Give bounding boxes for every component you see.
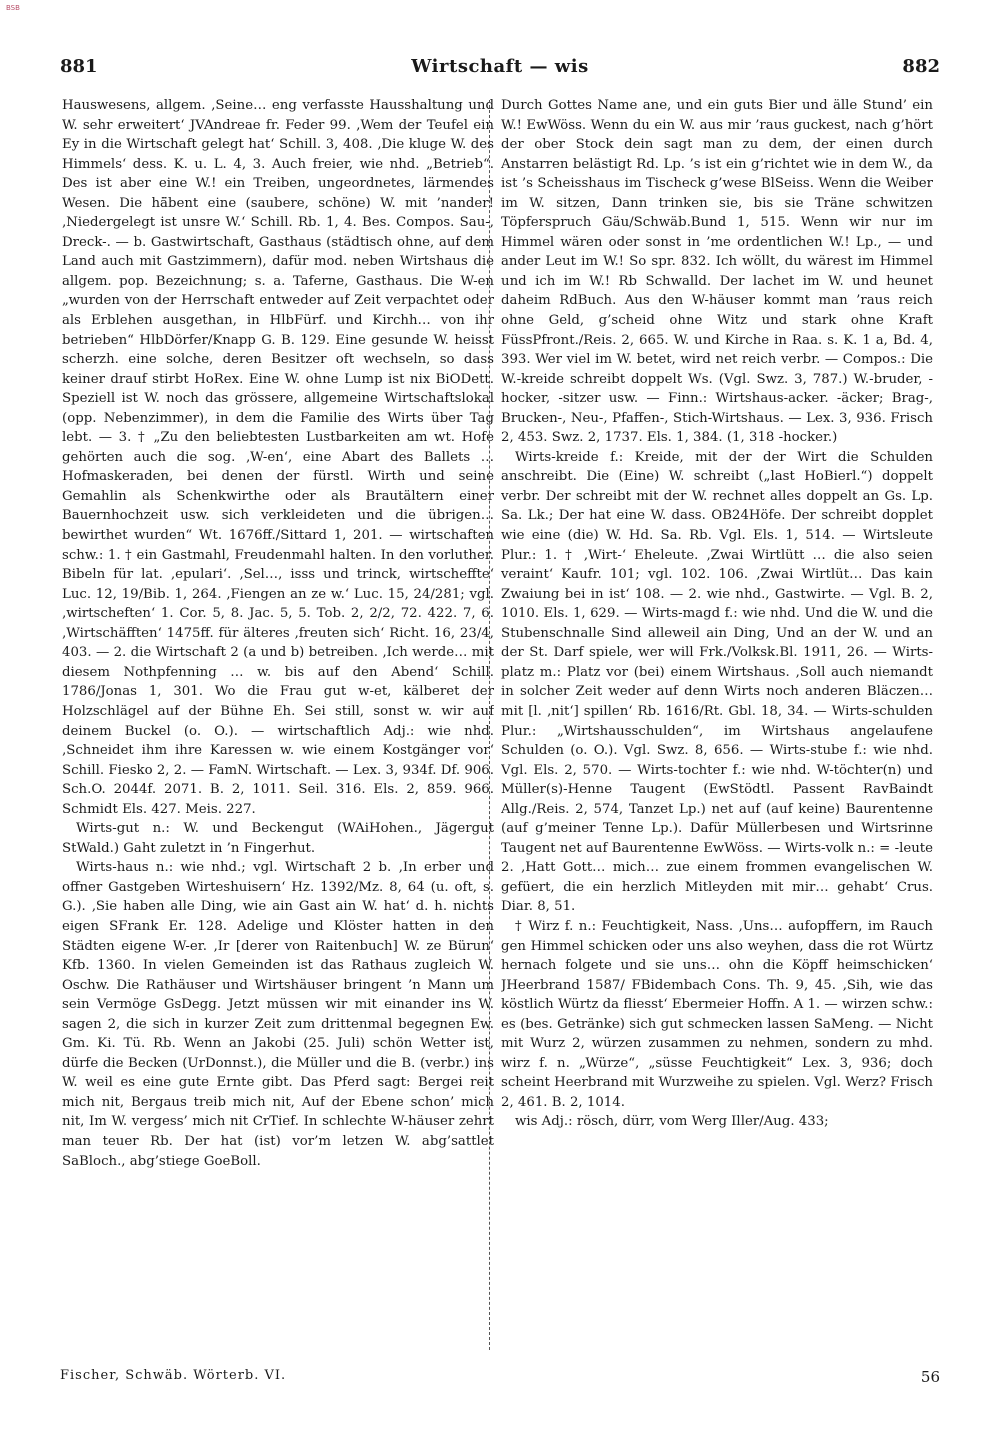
page-footer [60,1368,940,1388]
left-column [62,96,494,1351]
entry-wirts-kreide: Wirts-kreide f.: Kreide, mit der der Wirt die Schulden anschreibt. Die (Eine) W. schreibt („last HoBierl.“) doppelt verbr. Der schreibt mit der W. rechnet alles doppelt an Gs. Lp. Sa. Lk.; Der hat eine W. dass. OB24Höfe. Der schreibt dopplet wie eine (die) W. Hd. Sa. Rb. Vgl. Els. 1, 514. — Wirtsleute Plur.: 1. † ‚Wirt-‘ Eheleute. ‚Zwai Wirtlütt … die also seien veraint‘ Kaufr. 101; vgl. 102. 106. ‚Zwai Wirtlüt… Das kain Zwaiung bei in ist‘ 108. — 2. wie nhd., Gastwirte. — Vgl. B. 2, 1010. Els. 1, 629. — Wirts-magd f.: wie nhd. Und die W. und die Stubenschnalle Sind alleweil ain Ding, Und an der W. und an der St. Darf spiele, wer will Frk./Volksk.Bl. 1911, 26. — Wirts-platz m.: Platz vor (bei) einem Wirtshaus. ‚Soll auch niemandt in solcher Zeit weder auf denn Wirts noch anderen Bläczen… mit [l. ‚nit‘] spillen‘ Rb. 1616/Rt. Gbl. 18, 34. — Wirts-schulden Plur.: „Wirtshausschulden“, im Wirtshaus angelaufene Schulden (o. O.). Vgl. Swz. 8, 656. — Wirts-stube f.: wie nhd. Vgl. Els. 2, 570. — Wirts-tochter f.: wie nhd. W-töchter(n) und Müller(s)-Henne Taugent (EwStödtl. Passent RavBaindt Allg./Reis. 2, 574, Tanzet Lp.) net auf (auf keine) Baurentenne (auf g’meiner Tenne Lp.). Dafür Müllerbesen und Wirtsrinne Taugent net auf Baurentenne EwWöss. — Wirts-volk n.: = -leute 2. ‚Hatt Gott… mich… zue einem frommen evangelischen W. gefüert, die ein herzlich Mitleyden mit mir… gehabt‘ Crus. Diar. 8, 51. [501,449,933,915]
running-title: Wirtschaft — wis [411,56,589,77]
sheet-number: 56 [920,1368,940,1386]
left-paragraph: Hauswesens, allgem. ‚Seine… eng verfasste Hausshaltung und W. sehr erweitert‘ JVAndreae fr. Feder 99. ‚Wem der Teufel ein Ey in die Wirtschaft gelegt hat‘ Schill. 3, 408. ‚Die kluge W. des Himmels‘ dess. K. u. L. 4, 3. Auch freier, wie nhd. „Betrieb“. Des ist aber eine W.! ein Treiben, ungeordnetes, lärmendes Wesen. Die hä̈bent eine (saubere, schöne) W. mit ’nander! ‚Niedergelegt ist unsre W.‘ Schill. Rb. 1, 4. Bes. Compos. Sau-, Dreck-. — b. Gastwirtschaft, Gasthaus (städtisch ohne, auf dem Land auch mit Gastzimmern), dafür mod. neben Wirtshaus die allgem. pop. Bezeichnung; s. a. Taferne, Gasthaus. Die W-en „wurden von der Herrschaft entweder auf Zeit verpachtet oder als Erblehen ausgethan, in HlbFürf. und Kirchh… von ihr betrieben“ HlbDörfer/Knapp G. B. 129. Eine gesunde W. heisst scherzh. eine solche, deren Besitzer oft wechseln, so dass keiner drauf stirbt HoRex. Eine W. ohne Lump ist nix BiODett. Speziell ist W. noch das grössere, allgemeine Wirtschaftslokal (opp. Nebenzimmer), in dem die Familie des Wirts über Tag lebt. — 3. † „Zu den beliebtesten Lustbarkeiten am wt. Hofe gehörten auch die sog. ‚W-en‘, eine Abart des Ballets … Hofmaskeraden, bei denen der fürstl. Wirth und seine Gemahlin als Schenkwirthe oder als Brautältern einer Bauernhochzeit usw. sich verkleideten und die übrigen… bewirthet wurden“ Wt. 1676ff./Sittard 1, 201. — wirtschaften schw.: 1. † ein Gastmahl, Freudenmahl halten. In den vorluther. Bibeln für lat. ‚epulari‘. ‚Sel…, isss und trinck, wirtscheffte‘ Luc. 12, 19/Bib. 1, 264. ‚Fiengen an ze w.‘ Luc. 15, 24/281; vgl. ‚wirtscheften‘ 1. Cor. 5, 8. Jac. 5, 5. Tob. 2, 2/2, 72. 422. 7, 6. ‚Wirtschäfften‘ 1475ff. für älteres ‚freuten sich‘ Richt. 16, 23/4, 403. — 2. die Wirtschaft 2 (a und b) betreiben. ‚Ich werde… mit diesem Nothpfenning … w. bis auf den Abend‘ Schill. 1786/Jonas 1, 301. Wo die Frau gut w-et, kälberet der Holzschlägel auf der Bühne Eh. Sei still, sonst w. wir auf deinem Buckel (o. O.). — wirtschaftlich Adj.: wie nhd. ‚Schneidet ihm ihre Karessen w. wie einem Kostgänger vor‘ Schill. Fiesko 2, 2. — FamN. Wirtschaft. — Lex. 3, 934f. Df. 906. Sch.O. 2044f. 2071. B. 2, 1011. Seil. 316. Els. 2, 859. 966. Schmidt Els. 427. Meis. 227. [62,98,494,817]
page-number-left: 881 [60,56,98,77]
page-number-right: 882 [902,56,940,77]
right-column [501,96,933,1351]
entry-wirts-haus: Wirts-haus n.: wie nhd.; vgl. Wirtschaft 2 b. ‚In erber und offner Gastgeben Wirteshuisern‘ Hz. 1392/Mz. 8, 64 (u. oft, s. G.). ‚Sie haben alle Ding, wie ain Gast ain W. hat‘ d. h. nichts eigen SFrank Er. 128. Adelige und Klöster hatten in den Städten eigene W-er. ‚Ir [derer von Raitenbuch] W. ze Bürun‘ Kfb. 1360. In vielen Gemeinden ist das Rathaus zugleich W. Oschw. Die Rathäuser und Wirtshäuser bringent ’n Mann um sein Vermöge GsDegg. Jetzt müssen wir mit einander ins W. sagen 2, die sich in kurzer Zeit zum drittenmal begegnen Ew. Gm. Ki. Tü. Rb. Wenn an Jakobi (25. Juli) schön Wetter ist, dürfe die Becken (UrDonnst.), die Müller und die B. (verbr.) ins W. weil es eine gute Ernte gibt. Das Pferd sagt: Bergei reit mich nit, Bergaus treib mich nit, Auf der Ebene schon’ mich nit, Im W. vergess’ mich nit CrTief. In schlechte W-häuser zehrt man teuer Rb. Der hat (ist) vor’m letzen W. abg’sattlet SaBloch., abg’stiege GoeBoll. [62,860,494,1169]
page-header [60,56,940,80]
column-divider [489,100,490,1350]
entry-wirts-gut: Wirts-gut n.: W. und Beckengut (WAiHohen., Jägergut StWald.) Gaht zuletzt in ’n Fingerhut. [62,821,494,856]
entry-wis: wis Adj.: rösch, dürr, vom Werg Iller/Aug. 433; [515,1114,829,1130]
book-signature: Fischer, Schwäb. Wörterb. VI. [60,1368,287,1383]
entry-wirz: † Wirz f. n.: Feuchtigkeit, Nass. ‚Uns… aufopffern, im Rauch gen Himmel schicken oder uns also weyhen, dass die rot Würtz hernach folgete und sie uns… ohn die Köpff heimschicken‘ JHeerbrand 1587/ FBidembach Cons. Th. 9, 45. ‚Sih, wie das köstlich Würtz da fliesst‘ Ebermeier Hoffn. A 1. — wirzen schw.: es (bes. Getränke) sich gut schmecken lassen SaMeng. — Nicht mit Wurz 2, würzen zusammen zu nehmen, sondern zu mhd. wirz f. n. „Würze“, „süsse Feuchtigkeit“ Lex. 3, 936; doch scheint Heerbrand mit Wurzweihe zu spielen. Vgl. Werz? Frisch 2, 461. B. 2, 1014. [501,918,933,1110]
right-paragraph: Durch Gottes Name ane, und ein guts Bier und älle Stund’ ein W.! EwWöss. Wenn du ein W. aus mir ’raus guckest, nach g’hört der ober Stock dein sagt man zu dem, der einen durch Anstarren belästigt Rd. Lp. ’s ist ein g’richtet wie in dem W., da ist ’s Scheisshaus im Tischeck g’wese BlSeiss. Wenn die Weiber im W. sitzen, Dann trinken sie, bis sie Träne schwitzen Töpferspruch Gäu/Schwäb.Bund 1, 515. Wenn wir nur im Himmel wären oder sonst in ’me ordentlichen W.! Lp., — und ander Leut im W.! So spr. 832. Ich wöllt, du wärest im Himmel und ich im W.! Rb Schwalld. Der lachet im W. und heunet daheim RdBuch. Aus den W-häuser kommt man ’raus reich ohne Geld, g’scheid ohne Witz und stark ohne Kraft FüssPfront./Reis. 2, 665. W. und Kirche in Raa. s. K. 1 a, Bd. 4, 393. Wer viel im W. betet, wird net reich verbr. — Compos.: Die W.-kreide schreibt doppelt Ws. (Vgl. Swz. 3, 787.) W.-bruder, -hocker, -sitzer usw. — Finn.: Wirtshaus-acker. -äcker; Brag-, Brucken-, Neu-, Pfaffen-, Stich-Wirtshaus. — Lex. 3, 936. Frisch 2, 453. Swz. 2, 1737. Els. 1, 384. (1, 318 -hocker.) [501,98,933,446]
library-stamp: BSB [6,4,20,12]
